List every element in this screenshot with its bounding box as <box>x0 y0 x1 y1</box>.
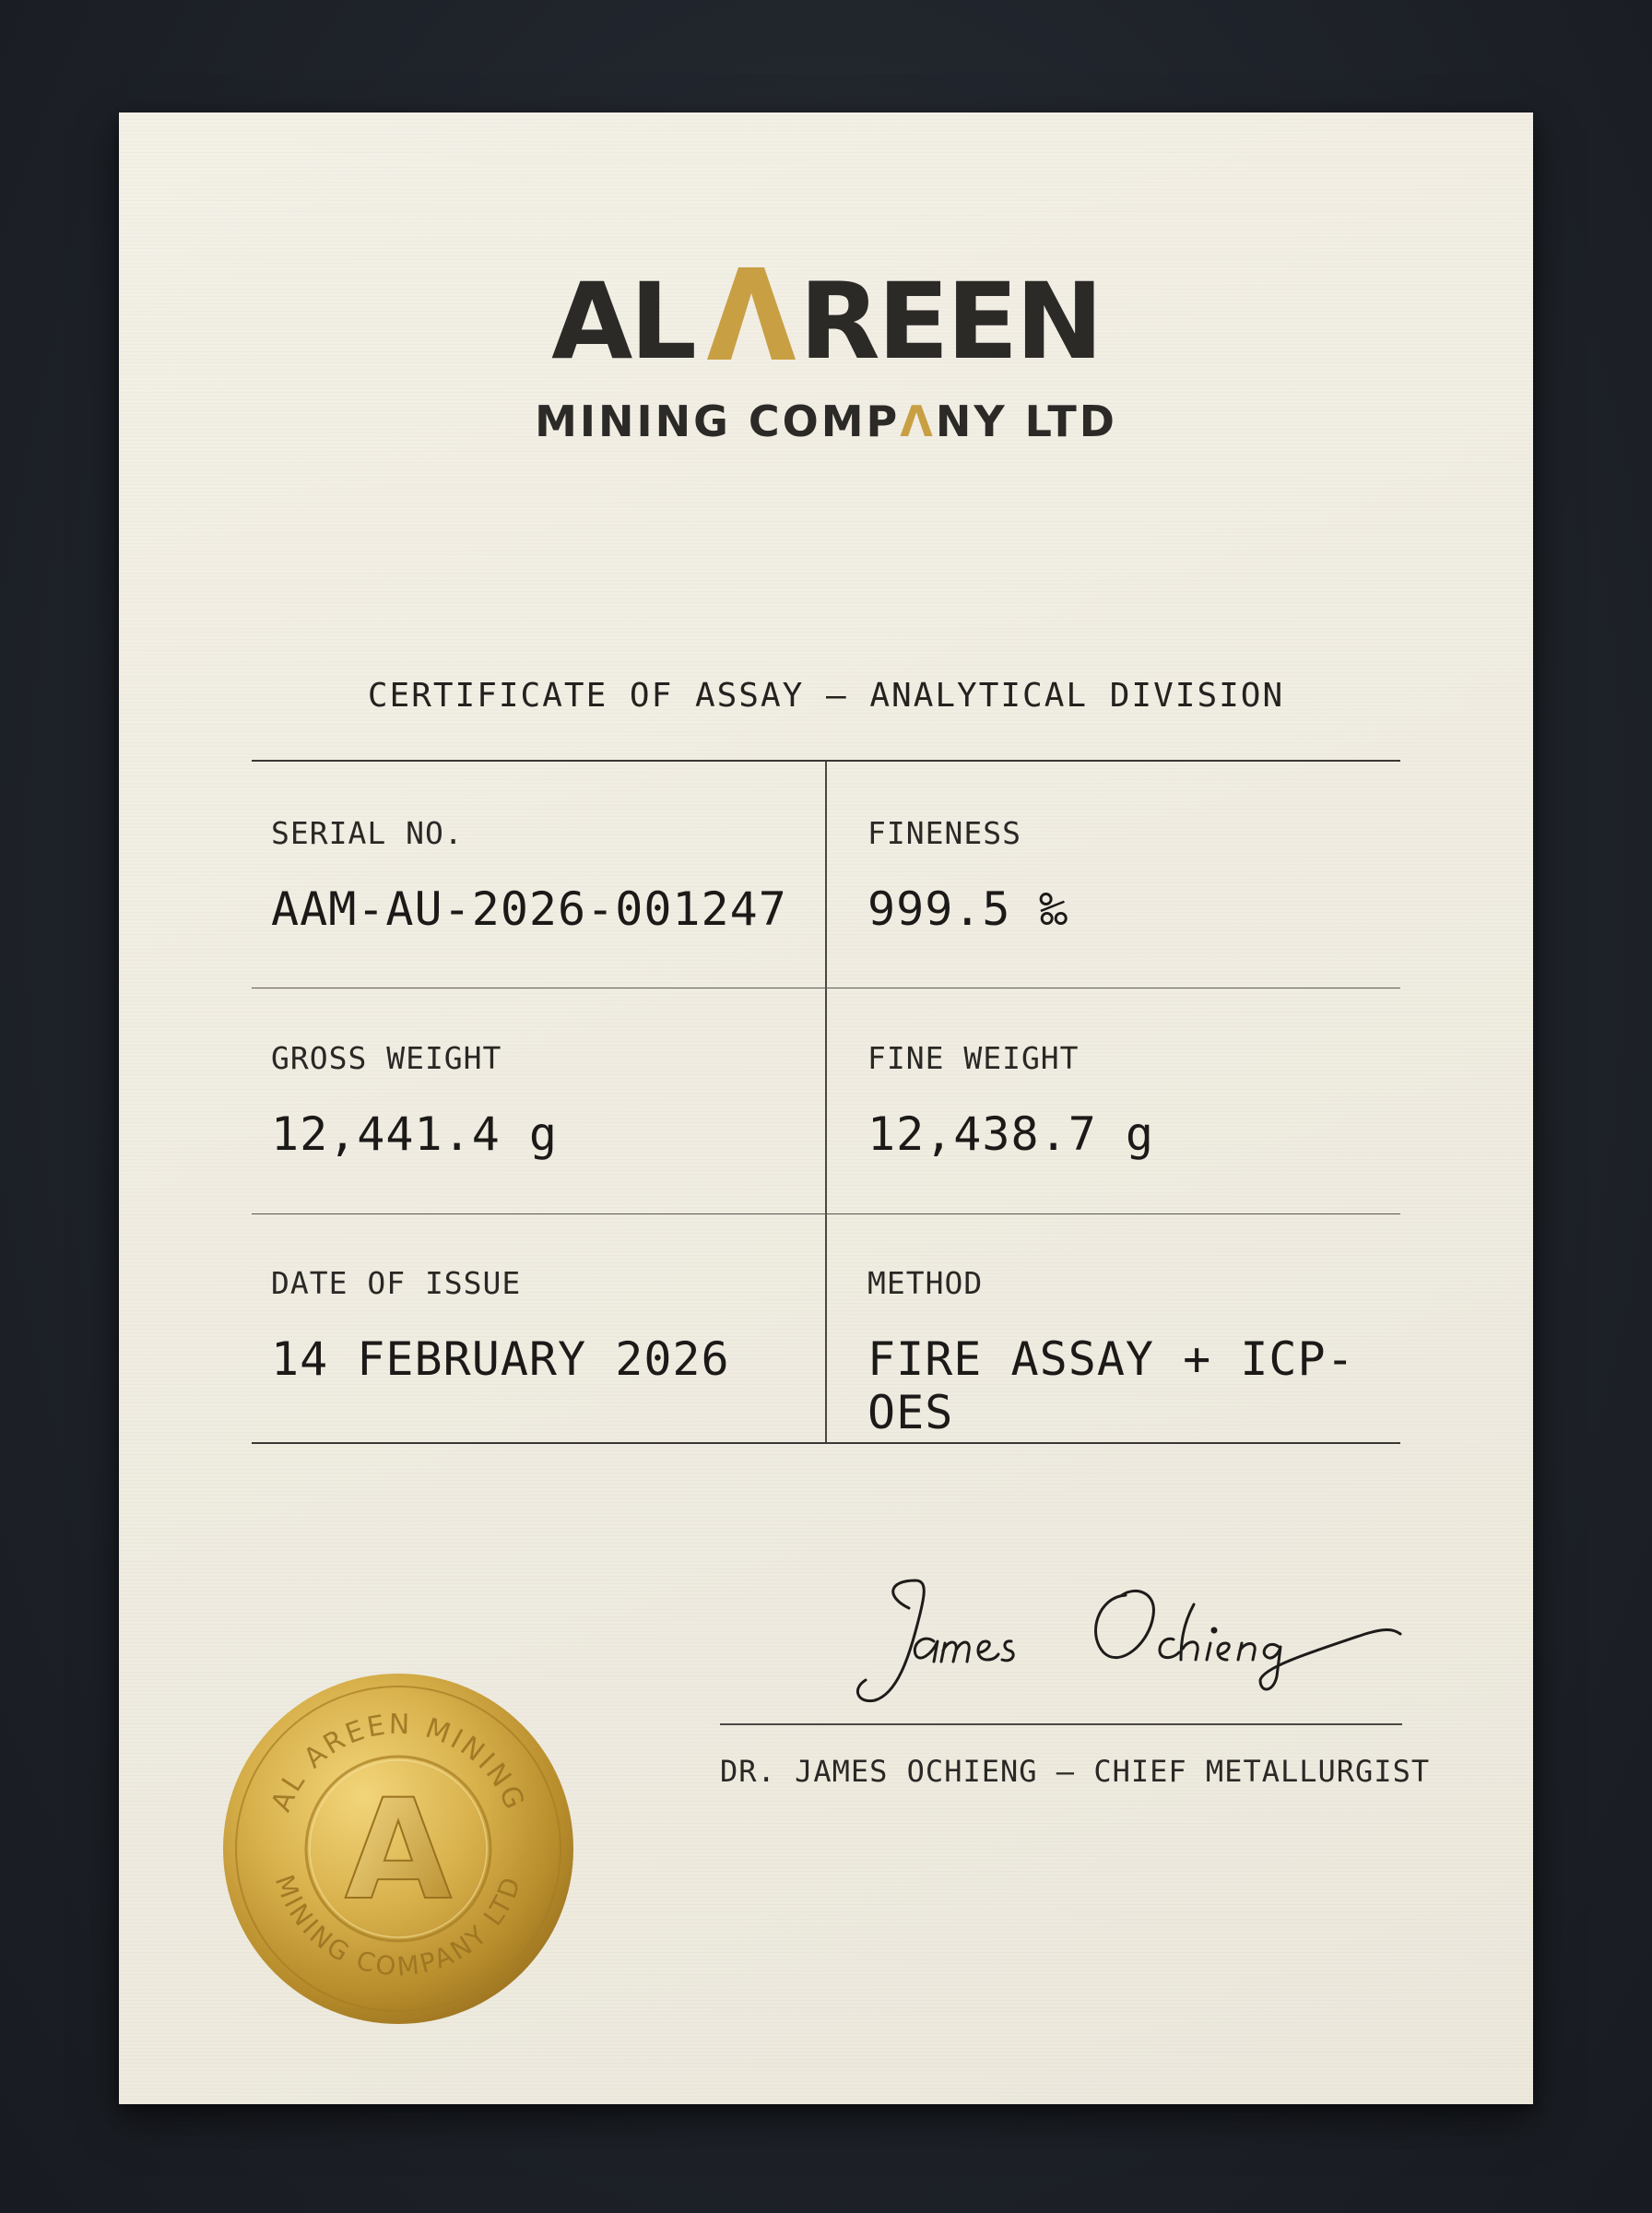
field-value: 12,441.4 g <box>271 1107 559 1161</box>
field-fineness <box>867 815 1421 936</box>
field-value: 14 FEBRUARY 2026 <box>271 1332 730 1386</box>
company-logo <box>119 260 1533 446</box>
field-date-of-issue <box>271 1265 824 1386</box>
gold-seal-icon <box>218 1669 578 2029</box>
certificate-paper <box>119 112 1533 2104</box>
logo-text-reen: REEN <box>798 260 1101 383</box>
field-fine-weight <box>867 1040 1421 1161</box>
field-label: DATE OF ISSUE <box>271 1265 522 1301</box>
field-method <box>867 1265 1421 1439</box>
logo-subtitle-part2: NY LTD <box>935 396 1117 446</box>
field-label: GROSS WEIGHT <box>271 1040 502 1076</box>
logo-chevron-icon <box>707 267 796 360</box>
seal-bottom-text: MINING COMPANY LTD <box>268 1871 528 1982</box>
certificate-title: CERTIFICATE OF ASSAY — ANALYTICAL DIVISION <box>367 677 1285 715</box>
seal-center-letter: A <box>344 1770 453 1931</box>
field-gross-weight <box>271 1040 824 1161</box>
handwritten-signature <box>720 1496 1402 1726</box>
field-value: AAM-AU-2026-001247 <box>271 882 787 936</box>
seal-top-text: AL AREEN MINING <box>265 1708 532 1817</box>
logo-subtitle-part1: MINING COMP <box>535 396 901 446</box>
field-value: FIRE ASSAY + ICP-OES <box>867 1332 1355 1439</box>
logo-subtitle-accent: Λ <box>900 396 936 446</box>
logo-subtitle <box>119 396 1533 446</box>
table-divider-vertical <box>825 762 827 1442</box>
signatory-caption: DR. JAMES OCHIENG — CHIEF METALLURGIST <box>720 1754 1431 1789</box>
field-label: SERIAL NO. <box>271 815 464 851</box>
field-serial-number <box>271 815 824 936</box>
logo-text-al: AL <box>551 260 694 383</box>
signature-line <box>720 1723 1402 1725</box>
logo-wordmark <box>119 260 1533 383</box>
field-value: 999.5 ‰ <box>867 882 1068 936</box>
assay-table <box>252 760 1400 1444</box>
field-label: METHOD <box>867 1265 984 1301</box>
table-divider-row2 <box>252 1213 1400 1214</box>
field-value: 12,438.7 g <box>867 1107 1155 1161</box>
field-label: FINE WEIGHT <box>867 1040 1080 1076</box>
field-label: FINENESS <box>867 815 1021 851</box>
